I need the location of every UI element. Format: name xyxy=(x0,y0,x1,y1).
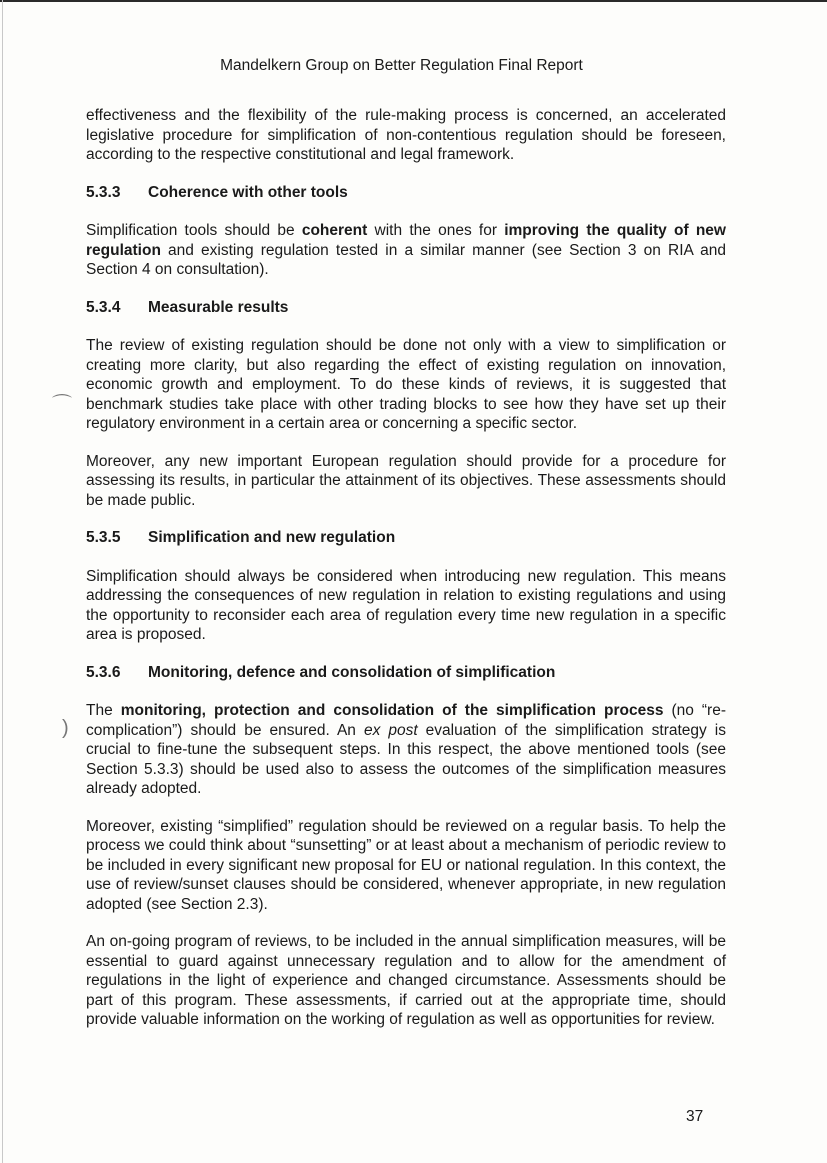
section-number: 5.3.3 xyxy=(86,183,121,201)
scan-bracket-mark: ) xyxy=(62,717,69,739)
document-body xyxy=(86,106,726,1048)
section-heading-5-3-4 xyxy=(86,298,726,318)
paragraph: The monitoring, protection and consolidation of the simplification process (no “re-complication”) should be ensured. An ex post evaluation of the simplification strategy is crucial to fine-tune the subsequent steps. In this respect, the above mentioned tools (see Section 5.3.3) should be used also to assess the outcomes of the simplification measures already adopted. xyxy=(86,702,726,797)
paragraph: Simplification should always be considered when introducing new regulation. This means addressing the consequences of new regulation in relation to existing regulations and using the opportunity to reconsider each area of regulation every time new regulation in a specific area is proposed. xyxy=(86,567,726,643)
paragraph: Moreover, existing “simplified” regulation should be reviewed on a regular basis. To help the process we could think about “sunsetting” or at least about a mechanism of periodic review to be included in every significant new proposal for EU or national regulation. In this context, the use of review/sunset clauses should be considered, whenever appropriate, in new regulation adopted (see Section 2.3). xyxy=(86,817,726,913)
running-header: Mandelkern Group on Better Regulation Final Report xyxy=(220,57,583,74)
page-left-edge xyxy=(2,0,3,1163)
paragraph: Simplification tools should be coherent with the ones for improving the quality of new regulation and existing regulation tested in a similar manner (see Section 3 on RIA and Section 4 on consultation). xyxy=(86,222,726,278)
intro-paragraph: effectiveness and the flexibility of the rule-making process is concerned, an accelerated legislative procedure for simplification of non-contentious regulation should be foreseen, according to the respective constitutional and legal framework. xyxy=(86,107,726,163)
section-heading-5-3-6 xyxy=(86,663,726,683)
section-title: Monitoring, defence and consolidation of simplification xyxy=(148,663,556,681)
paragraph: An on-going program of reviews, to be included in the annual simplification measures, will be essential to guard against unnecessary regulation and to allow for the amendment of regulations in the light of experience and changed circumstance. Assessments should be part of this program. These assessments, if carried out at the appropriate time, should provide valuable information on the working of regulation as well as opportunities for review. xyxy=(86,933,726,1028)
page-number: 37 xyxy=(686,1108,704,1125)
section-title: Measurable results xyxy=(148,298,289,316)
section-number: 5.3.4 xyxy=(86,298,121,316)
page-top-rule xyxy=(0,0,827,2)
section-title: Simplification and new regulation xyxy=(148,529,396,546)
section-heading-5-3-5 xyxy=(86,528,726,548)
paragraph: The review of existing regulation should be done not only with a view to simplification or creating more clarity, but also regarding the effect of existing regulation on innovation, economic growth and employment. To do these kinds of reviews, it is suggested that benchmark studies take place with other trading blocks to see how they have set up their regulatory environment in a certain area or concerning a specific sector. xyxy=(86,337,726,432)
section-heading-5-3-3 xyxy=(86,183,726,203)
section-number: 5.3.6 xyxy=(86,663,121,681)
scan-bracket-mark: ⌒ xyxy=(52,394,72,416)
paragraph: Moreover, any new important European regulation should provide for a procedure for assessing its results, in particular the attainment of its objectives. These assessments should be made public. xyxy=(86,452,726,509)
section-number: 5.3.5 xyxy=(86,529,121,546)
section-title: Coherence with other tools xyxy=(148,183,348,201)
